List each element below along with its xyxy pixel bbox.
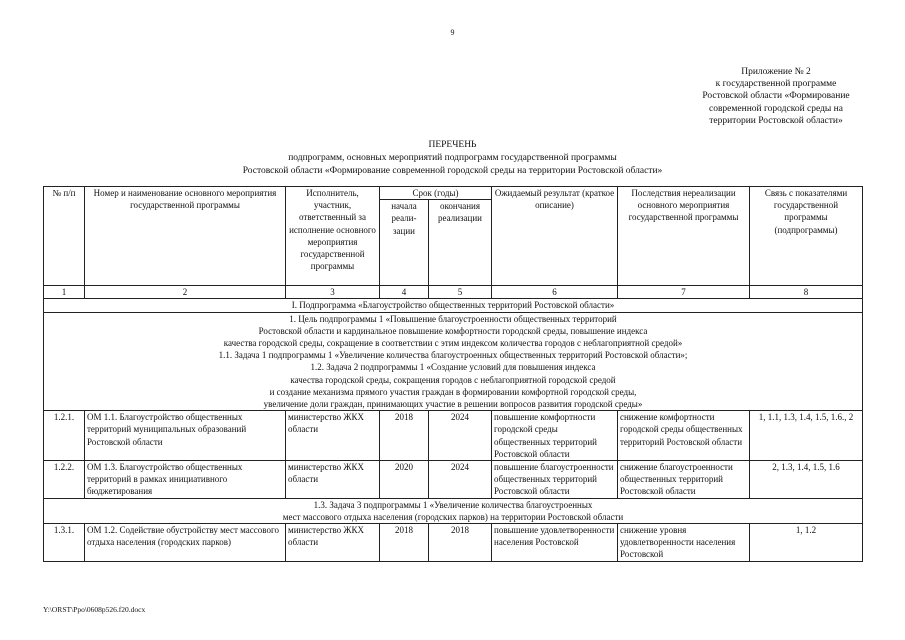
subprogram-title: I. Подпрограмма «Благоустройство общественных территорий Ростовской области» (44, 299, 863, 312)
row-name: ОМ 1.1. Благоустройство общественных территорий муниципальных образований Ростовской области (85, 411, 286, 461)
header-cell-executor: Исполнитель, участник, ответственный за исполнение основного мероприятия государственной программы (286, 187, 380, 286)
header-cell-name: Номер и наименование основного мероприятия государственной программы (85, 187, 286, 286)
appendix-line: Ростовской области «Формирование (702, 91, 850, 102)
row-result: повышение комфортности городской среды общественных территорий Ростовской области (492, 411, 618, 461)
column-number: 7 (618, 286, 750, 299)
row-consequence: снижение уровня удовлетворенности населения Ростовской (618, 524, 750, 562)
header-cell-link: Связь с показателями государственной программы (подпрограммы) (750, 187, 863, 286)
header-cell-num: № п/п (44, 187, 85, 286)
row-start: 2018 (380, 411, 429, 461)
row-end: 2024 (429, 461, 492, 499)
row-num: 1.2.2. (44, 461, 85, 499)
task-line: мест массового отдыха населения (городских парков) на территории Ростовской области (282, 511, 624, 522)
column-number: 2 (85, 286, 286, 299)
file-path-footer: Y:\ORST\Ppo\0608p526.f20.docx (43, 605, 146, 614)
row-link: 1, 1.2 (750, 524, 863, 562)
header-cell-end: окончания реализации (429, 200, 492, 286)
title-subline: подпрограмм, основных мероприятий подпрограмм государственной программы (288, 153, 617, 164)
goal-line: 1. Цель подпрограммы 1 «Повышение благоустроенности общественных территорий (289, 313, 617, 324)
row-end: 2024 (429, 411, 492, 461)
title-heading: ПЕРЕЧЕНЬ (428, 140, 477, 150)
column-number: 8 (750, 286, 863, 299)
task-line: 1.3. Задача 3 подпрограммы 1 «Увеличение количества благоустроенных (313, 499, 593, 510)
row-start: 2018 (380, 524, 429, 562)
goals-cell (44, 312, 863, 411)
column-number-row (44, 286, 863, 299)
row-end: 2018 (429, 524, 492, 562)
row-consequence: снижение благоустроенности общественных территорий Ростовской области (618, 461, 750, 499)
table-row (44, 411, 863, 461)
row-num: 1.2.1. (44, 411, 85, 461)
goal-line: 1.2. Задача 2 подпрограммы 1 «Создание условий для повышения индекса (310, 362, 596, 373)
title-subline: Ростовской области «Формирование современной городской среды на территории Ростовской области» (242, 165, 663, 176)
appendix-line: территории Ростовской области» (709, 115, 843, 126)
row-num: 1.3.1. (44, 524, 85, 562)
appendix-line: современной городской среды на (708, 103, 843, 114)
header-cell-result: Ожидаемый результат (краткое описание) (492, 187, 618, 286)
row-link: 1, 1.1, 1.3, 1.4, 1.5, 1.6., 2 (750, 411, 863, 461)
goal-line: Ростовской области и кардинальное повышение комфортности городской среды, повышение индекса (258, 325, 648, 336)
page-number: 9 (450, 28, 455, 37)
goal-line: и создание механизма прямого участия граждан в формировании комфортной городской среды, (269, 386, 637, 397)
subprogram-row (44, 299, 863, 312)
row-result: повышение благоустроенности общественных территорий Ростовской области (492, 461, 618, 499)
task3-cell (44, 498, 863, 523)
column-number: 4 (380, 286, 429, 299)
goal-line: 1.1. Задача 1 подпрограммы 1 «Увеличение количества благоустроенных общественных территорий Ростовской области»; (218, 350, 688, 361)
row-link: 2, 1.3, 1.4, 1.5, 1.6 (750, 461, 863, 499)
goal-line: качества городской среды, сокращение в соответствии с этим индексом количества городов с неблагоприятной средой» (223, 338, 683, 349)
column-number: 5 (429, 286, 492, 299)
appendix-line: к государственной программе (715, 79, 837, 90)
table-row (44, 461, 863, 499)
task3-row (44, 498, 863, 523)
header-cell-start: начала реали-зации (380, 200, 429, 286)
row-name: ОМ 1.3. Благоустройство общественных территорий в рамках инициативного бюджетирования (85, 461, 286, 499)
goals-row (44, 312, 863, 411)
row-executor: министерство ЖКХ области (286, 461, 380, 499)
header-cell-term: Срок (годы) (380, 187, 492, 200)
row-executor: министерство ЖКХ области (286, 524, 380, 562)
column-number: 3 (286, 286, 380, 299)
header-cell-consequence: Последствия нереализации основного мероприятия государственной программы (618, 187, 750, 286)
column-number: 1 (44, 286, 85, 299)
program-table (43, 186, 863, 562)
appendix-block (690, 66, 862, 127)
table-header-row (44, 187, 863, 200)
appendix-line: Приложение № 2 (741, 67, 811, 77)
goal-line: качества городской среды, сокращения городов с неблагоприятной городской средой (290, 374, 616, 385)
row-consequence: снижение комфортности городской среды общественных территорий Ростовской области (618, 411, 750, 461)
row-name: ОМ 1.2. Содействие обустройству мест массового отдыха населения (городских парков) (85, 524, 286, 562)
goal-line: увеличение доли граждан, принимающих участие в решении вопросов развития городской среды» (263, 399, 643, 410)
row-result: повышение удовлетворенности населения Ростовской (492, 524, 618, 562)
row-executor: министерство ЖКХ области (286, 411, 380, 461)
table-row (44, 524, 863, 562)
row-start: 2020 (380, 461, 429, 499)
document-title (0, 139, 905, 177)
column-number: 6 (492, 286, 618, 299)
